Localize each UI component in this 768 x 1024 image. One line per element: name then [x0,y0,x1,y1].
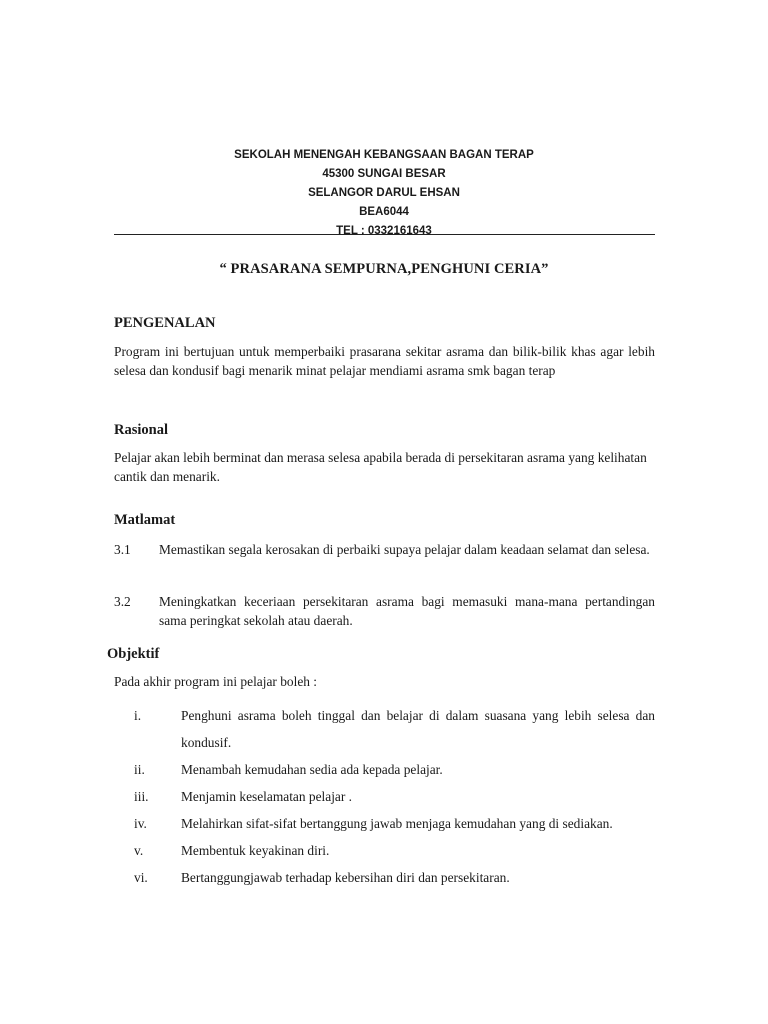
objektif-item [114,864,655,891]
program-theme: “ PRASARANA SEMPURNA,PENGHUNI CERIA” [219,261,549,277]
heading-matlamat: Matlamat [114,512,176,528]
heading-pengenalan: PENGENALAN [114,315,216,331]
objektif-item-text: Penghuni asrama boleh tinggal dan belajar di dalam suasana yang lebih selesa dan kondusif. [181,708,655,750]
matlamat-item-text: Memastikan segala kerosakan di perbaiki supaya pelajar dalam keadaan selamat dan selesa. [159,542,650,557]
matlamat-item-number: 3.2 [114,594,131,609]
objektif-item-number: vi. [134,870,148,885]
objektif-item [114,756,655,783]
matlamat-item-text: Meningkatkan keceriaan persekitaran asrama bagi memasuki mana-mana pertandingan sama peringkat sekolah atau daerah. [159,594,655,628]
school-letterhead [114,146,654,241]
state: SELANGOR DARUL EHSAN [308,187,460,199]
objektif-item [114,837,655,864]
heading-objektif: Objektif [107,646,160,662]
pengenalan-text: Program ini bertujuan untuk memperbaiki prasarana sekitar asrama dan bilik-bilik khas agar lebih selesa dan kondusif bagi menarik minat pelajar mendiami asrama smk bagan terap [114,344,655,378]
objektif-item-number: i. [134,708,142,723]
objektif-item-number: iv. [134,816,147,831]
telephone: TEL : 0332161643 [336,225,432,237]
objektif-item-text: Menjamin keselamatan pelajar . [181,789,353,804]
school-name: SEKOLAH MENENGAH KEBANGSAAN BAGAN TERAP [234,149,534,161]
matlamat-item-number: 3.1 [114,542,131,557]
school-code: BEA6044 [359,206,409,218]
objektif-list [114,702,655,891]
objektif-item [114,702,655,756]
objektif-item-number: ii. [134,762,145,777]
objektif-intro: Pada akhir program ini pelajar boleh : [114,674,318,689]
objektif-item-number: v. [134,843,144,858]
objektif-item-number: iii. [134,789,149,804]
heading-rasional: Rasional [114,422,168,438]
postcode-city: 45300 SUNGAI BESAR [322,168,446,180]
objektif-item [114,810,655,837]
objektif-item-text: Membentuk keyakinan diri. [181,843,330,858]
objektif-item-text: Bertanggungjawab terhadap kebersihan diri dan persekitaran. [181,870,510,885]
rasional-text: Pelajar akan lebih berminat dan merasa selesa apabila berada di persekitaran asrama yang kelihatan cantik dan menarik. [114,450,647,484]
letterhead-divider [114,234,655,235]
objektif-item-text: Melahirkan sifat-sifat bertanggung jawab menjaga kemudahan yang di sediakan. [181,816,613,831]
objektif-item [114,783,655,810]
objektif-item-text: Menambah kemudahan sedia ada kepada pelajar. [181,762,443,777]
